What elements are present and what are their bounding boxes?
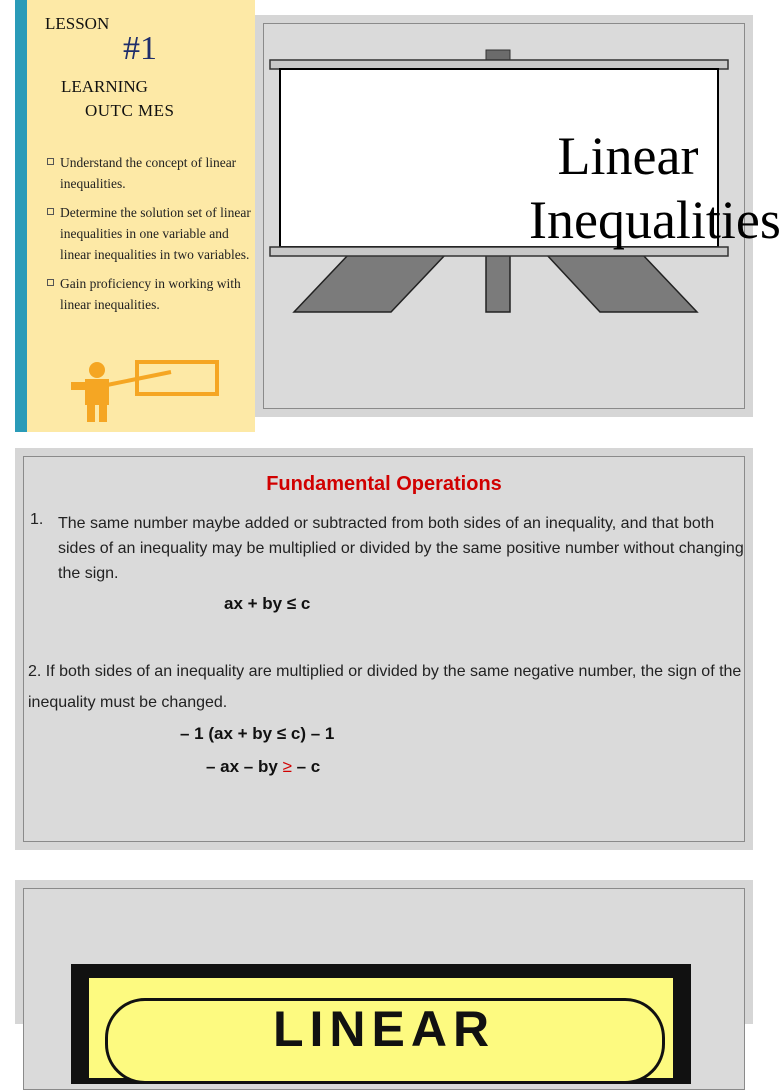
item1-text: The same number maybe added or subtracted from both sides of an inequality, and that both sides of an inequality may be multiplied or divided by the same positive number without changing the sign. xyxy=(58,515,744,582)
checkbox-bullet-icon xyxy=(47,208,54,215)
board-title-line2: Inequalities xyxy=(529,190,781,250)
item2-text: 2. If both sides of an inequality are multiplied or divided by the same negative number, the sign of the inequality must be changed. xyxy=(28,663,742,711)
slide-lesson-intro xyxy=(15,0,781,432)
equation-3 xyxy=(206,757,320,777)
presentation-board-area xyxy=(255,15,781,417)
lesson-label: LESSON xyxy=(45,14,110,33)
checkbox-bullet-icon xyxy=(47,279,54,286)
teacher-pointing-icon xyxy=(67,358,227,428)
outcome-text: Determine the solution set of linear inequalities in one variable and linear inequalities in two variables. xyxy=(60,205,251,262)
list-item xyxy=(47,202,252,265)
slide-frame xyxy=(23,456,745,842)
outcomes-heading-line2: OUTC MES xyxy=(85,101,175,120)
accent-bar xyxy=(15,0,27,432)
board-title-line1: Linear xyxy=(557,126,699,186)
outcomes-heading-line1: LEARNING xyxy=(61,77,148,96)
outcome-text: Gain proficiency in working with linear inequalities. xyxy=(60,276,241,312)
equation-1: ax + by ≤ c xyxy=(224,594,311,613)
board-title xyxy=(529,124,781,252)
outcomes-list xyxy=(47,152,252,323)
board-frame xyxy=(263,23,781,409)
item1-number: 1. xyxy=(30,511,44,528)
slide-linear-banner xyxy=(15,880,753,1057)
slide-fundamental-operations xyxy=(15,448,753,850)
checkbox-bullet-icon xyxy=(47,158,54,165)
banner-word: LINEAR xyxy=(272,1001,496,1057)
equation-2: – 1 (ax + by ≤ c) – 1 xyxy=(180,724,335,743)
learning-outcomes-panel xyxy=(27,0,255,432)
equation-3-left: – ax – by xyxy=(206,757,283,776)
list-item xyxy=(47,152,252,194)
equation-3-sign: ≥ xyxy=(282,757,292,776)
slide-title: Fundamental Operations xyxy=(266,473,502,495)
list-item xyxy=(47,273,252,315)
lesson-number: #1 xyxy=(123,30,157,67)
equation-3-right: – c xyxy=(291,757,321,776)
outcome-text: Understand the concept of linear inequalities. xyxy=(60,155,237,191)
